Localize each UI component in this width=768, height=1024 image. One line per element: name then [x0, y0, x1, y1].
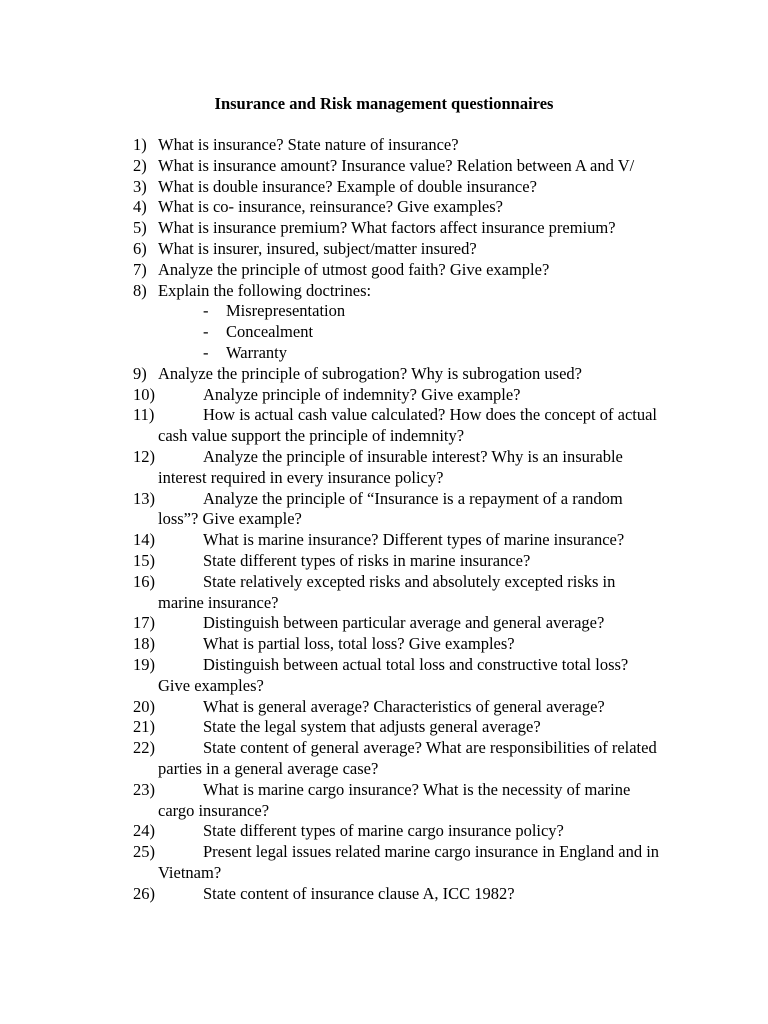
question-17: [133, 613, 663, 634]
question-text: State different types of marine cargo insurance policy?: [203, 821, 564, 841]
question-number: 20): [133, 696, 155, 716]
question-text: What is insurance? State nature of insurance?: [158, 135, 459, 154]
question-13: [133, 489, 663, 531]
question-text: Analyze principle of indemnity? Give example?: [203, 384, 521, 404]
question-24: [133, 821, 663, 842]
question-number: 11): [133, 405, 155, 425]
question-21: [133, 717, 663, 738]
question-2: [133, 156, 663, 177]
question-5: [133, 218, 663, 239]
question-text: State content of insurance clause A, ICC 1982?: [203, 883, 515, 903]
question-text: What is marine insurance? Different types of marine insurance?: [203, 530, 625, 550]
question-12: [133, 447, 663, 489]
question-15: [133, 551, 663, 572]
question-number: 8): [133, 280, 147, 300]
doctrine-item: [133, 301, 663, 322]
question-4: [133, 197, 663, 218]
question-text: Analyze the principle of subrogation? Why is subrogation used?: [158, 363, 583, 383]
question-number: 22): [133, 738, 155, 758]
doctrine-item: [133, 343, 663, 364]
question-8: [133, 281, 663, 302]
question-number: 18): [133, 634, 155, 654]
question-3: [133, 177, 663, 198]
question-18: [133, 634, 663, 655]
question-text: Distinguish between actual total loss and constructive total loss? Give examples?: [158, 654, 629, 695]
question-number: 16): [133, 571, 155, 591]
question-number: 14): [133, 530, 155, 550]
question-text: Analyze the principle of utmost good faith? Give example?: [158, 259, 550, 279]
question-number: 10): [133, 384, 155, 404]
question-22: [133, 738, 663, 780]
question-16: [133, 572, 663, 614]
question-20: [133, 697, 663, 718]
question-10: [133, 385, 663, 406]
question-number: 12): [133, 446, 155, 466]
question-text: State relatively excepted risks and absolutely excepted risks in marine insurance?: [158, 571, 616, 612]
bullet-dash: -: [203, 342, 209, 362]
question-number: 13): [133, 488, 155, 508]
question-number: 15): [133, 550, 155, 570]
question-number: 4): [133, 197, 147, 217]
question-6: [133, 239, 663, 260]
question-number: 24): [133, 821, 155, 841]
bullet-dash: -: [203, 322, 209, 342]
question-9: [133, 364, 663, 385]
question-text: What is co- insurance, reinsurance? Give examples?: [158, 197, 503, 217]
question-text: State the legal system that adjusts general average?: [203, 717, 541, 737]
question-text: What is insurance amount? Insurance value? Relation between A and V/: [158, 155, 635, 175]
question-text: What is insurance premium? What factors affect insurance premium?: [158, 218, 616, 238]
doctrine-text: Concealment: [226, 322, 314, 342]
question-number: 7): [133, 259, 147, 279]
question-19: [133, 655, 663, 697]
question-25: [133, 842, 663, 884]
question-text: What is insurer, insured, subject/matter insured?: [158, 238, 477, 258]
question-text: What is general average? Characteristics of general average?: [203, 696, 605, 716]
question-text: Distinguish between particular average and general average?: [203, 613, 605, 633]
question-14: [133, 530, 663, 551]
question-number: 9): [133, 363, 147, 383]
bullet-dash: -: [203, 301, 209, 321]
question-text: State different types of risks in marine insurance?: [203, 550, 531, 570]
question-number: 26): [133, 883, 155, 903]
question-number: 1): [133, 135, 147, 154]
question-text: What is double insurance? Example of double insurance?: [158, 176, 537, 196]
question-number: 19): [133, 654, 155, 674]
question-number: 3): [133, 176, 147, 196]
question-23: [133, 780, 663, 822]
question-text: What is partial loss, total loss? Give examples?: [203, 634, 515, 654]
question-number: 6): [133, 238, 147, 258]
question-text: State content of general average? What are responsibilities of related parties in a general average case?: [158, 738, 657, 778]
question-text: Explain the following doctrines:: [158, 280, 372, 300]
question-11: [133, 405, 663, 447]
question-number: 5): [133, 218, 147, 238]
question-text: Analyze the principle of “Insurance is a repayment of a random loss”? Give example?: [158, 488, 623, 529]
question-number: 2): [133, 155, 147, 175]
question-text: Analyze the principle of insurable interest? Why is an insurable interest required in every insurance policy?: [158, 446, 623, 487]
question-7: [133, 260, 663, 281]
question-number: 25): [133, 842, 155, 862]
question-text: Present legal issues related marine cargo insurance in England and in Vietnam?: [158, 842, 660, 882]
doctrine-text: Warranty: [226, 342, 287, 362]
doctrine-text: Misrepresentation: [226, 301, 346, 321]
question-text: What is marine cargo insurance? What is the necessity of marine cargo insurance?: [158, 779, 631, 820]
question-number: 21): [133, 717, 155, 737]
question-list: [133, 135, 663, 904]
document-title: Insurance and Risk management questionnaires: [214, 94, 554, 113]
question-text: How is actual cash value calculated? How does the concept of actual cash value support the principle of indemnity?: [158, 405, 658, 446]
question-26: [133, 884, 663, 905]
question-number: 17): [133, 613, 155, 633]
question-number: 23): [133, 779, 155, 799]
doctrine-item: [133, 322, 663, 343]
question-1: [133, 135, 663, 156]
